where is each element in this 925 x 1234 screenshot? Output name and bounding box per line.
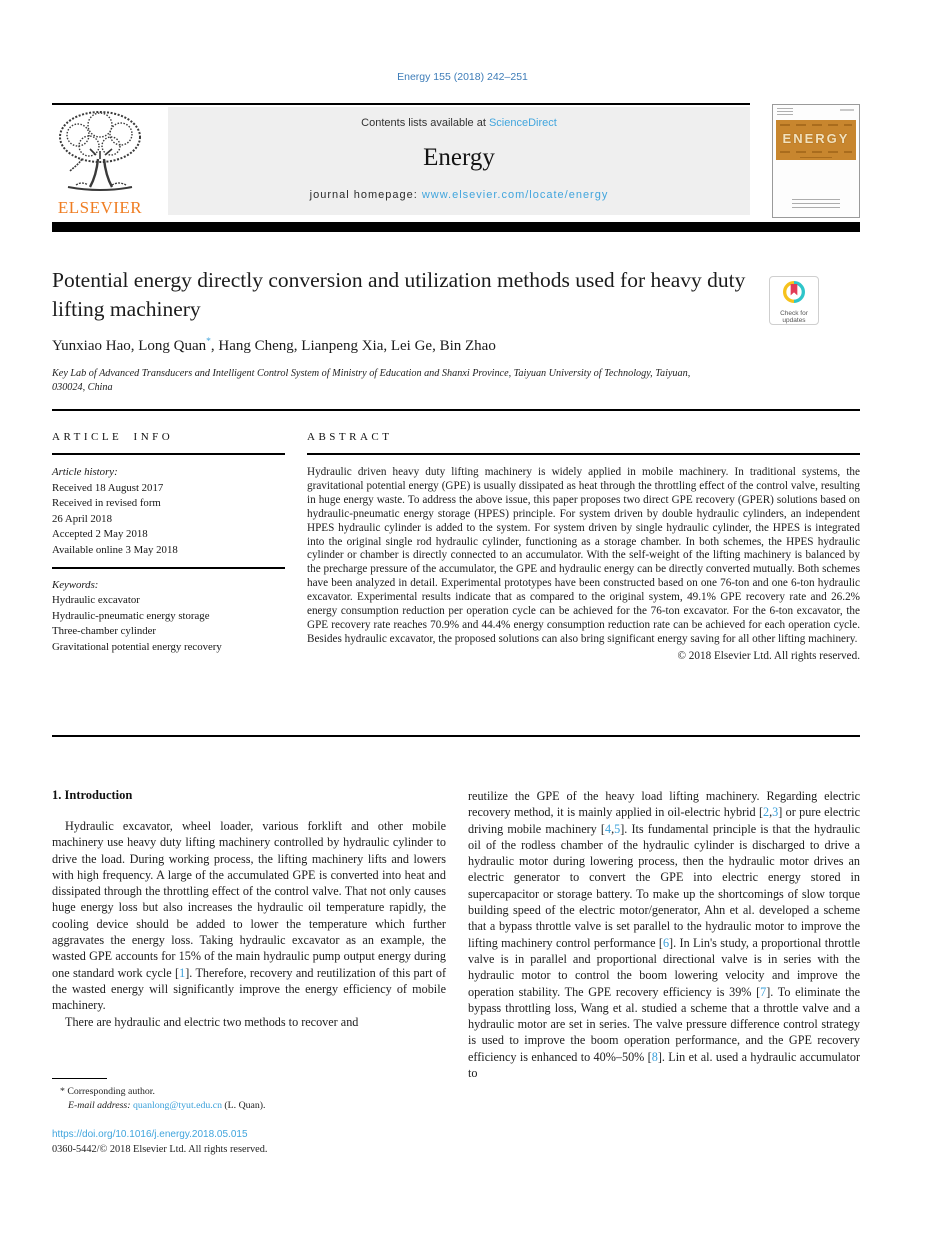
header-black-bar — [52, 222, 860, 232]
intro-paragraph: reutilize the GPE of the heavy load lifting machinery. Regarding electric recovery method, it is mainly applied in oil-electric hybrid [2,3] or pure electric driving mobile machinery [4,5]. Its fundamental principle is that the hydraulic oil of the rodless chamber of the hydraulic cylinder is discharged to drive a hydraulic motor during lowering process, then the hydraulic motor drives an electric generator to convert the GPE into electric energy stored in supercapacitor or storage battery. To make up the shortcomings of slow torque building speed of the electric motor/generator, Ahn et al. developed a scheme that a bypass throttle valve is set parallel to the hydraulic motor to improve the lifting machinery control performance [6]. In Lin's study, a proportional throttle valve is in parallel and proportional directional valve is in series with the hydraulic motor to control the boom lowering velocity and improve the operation stability. The GPE recovery efficiency is 39% [7]. To eliminate the bypass throttling loss, Wang et al. studied a scheme that a throttle valve and a hydraulic motor are set in series. The valve pressure difference control strategy is used to improve the boom operation performance, and the GPE recovery efficiency is enhanced to 40%–50% [8]. Lin et al. used a hydraulic accumulator to — [468, 789, 861, 1081]
history-line: Available online 3 May 2018 — [52, 543, 178, 556]
history-line: Received in revised form — [52, 497, 161, 509]
cover-editors-row-decoration — [780, 124, 852, 126]
citation-link[interactable]: 2 — [763, 805, 770, 820]
divider-rule — [52, 735, 860, 737]
abstract-heading: ABSTRACT — [307, 431, 393, 443]
intro-paragraph: There are hydraulic and electric two methods to recover and — [65, 1014, 359, 1029]
keywords-label: Keywords: — [52, 578, 99, 591]
header-top-rule — [52, 103, 750, 105]
citation-link[interactable]: 6 — [662, 935, 670, 950]
keywords-rule — [52, 567, 285, 569]
doi-link[interactable]: https://doi.org/10.1016/j.energy.2018.05.015 — [52, 1129, 248, 1140]
journal-header-box — [168, 107, 750, 215]
citation-link[interactable]: 4 — [604, 821, 612, 836]
elsevier-tree-icon — [52, 182, 148, 199]
footnote-block — [52, 1078, 472, 1112]
copyright-notice: © 2018 Elsevier Ltd. All rights reserved. — [677, 649, 860, 662]
sciencedirect-brandmark-decoration — [792, 199, 840, 209]
cover-banner — [776, 120, 856, 160]
homepage-line: journal homepage: www.elsevier.com/locate/energy — [309, 189, 609, 201]
cover-subtitle-decoration — [800, 157, 832, 159]
abstract-rule — [307, 453, 860, 455]
cover-journal-title: ENERGY — [782, 131, 850, 146]
contents-line: Contents lists available at ScienceDirect — [361, 117, 557, 129]
corresponding-author-asterisk[interactable]: * — [206, 337, 211, 347]
article-history-label: Article history: — [52, 466, 118, 478]
history-line: 26 April 2018 — [52, 512, 112, 525]
cover-volume-text-decoration — [777, 108, 793, 117]
elsevier-logo[interactable] — [50, 107, 150, 217]
doi-line — [52, 1129, 248, 1140]
citation-link[interactable]: 7 — [760, 984, 767, 999]
check-for-updates-label: Check for updates — [780, 310, 808, 324]
journal-homepage-link[interactable]: www.elsevier.com/locate/energy — [421, 189, 609, 201]
journal-citation-header: Energy 155 (2018) 242–251 — [397, 71, 528, 83]
citation-link[interactable]: 1 — [179, 965, 186, 980]
article-info-heading: ARTICLE INFO — [52, 431, 174, 443]
section-heading-introduction: 1. Introduction — [52, 788, 133, 802]
article-title: Potential energy directly conversion and utilization methods used for heavy duty lifting machinery — [52, 268, 746, 321]
journal-cover-thumbnail[interactable] — [772, 104, 860, 218]
crossmark-icon — [782, 291, 806, 308]
issn-copyright-line: 0360-5442/© 2018 Elsevier Ltd. All rights reserved. — [52, 1144, 268, 1155]
cover-issn-text-decoration — [840, 109, 854, 111]
email-link[interactable]: quanlong@tyut.edu.cn — [132, 1099, 222, 1111]
elsevier-wordmark: ELSEVIER — [57, 198, 143, 217]
keyword: Hydraulic excavator — [52, 594, 140, 606]
citation-link[interactable]: 3 — [772, 805, 779, 820]
author-list: Yunxiao Hao, Long Quan*, Hang Cheng, Lianpeng Xia, Lei Ge, Bin Zhao — [52, 337, 496, 354]
body-column-right — [468, 788, 860, 1081]
keyword: Three-chamber cylinder — [52, 625, 157, 637]
affiliation-line: 030024, China — [52, 381, 113, 393]
history-line: Received 18 August 2017 — [52, 481, 164, 494]
cover-editors-row2-decoration — [780, 151, 852, 153]
citation-link[interactable]: 5 — [614, 821, 621, 836]
affiliation — [52, 367, 864, 394]
article-info-rule — [52, 453, 285, 455]
abstract-text: Hydraulic driven heavy duty lifting machinery is widely applied in mobile machinery. In traditional systems, the gravitational potential energy (GPE) is usually dissipated as heat through the throttling effect of the control valve, resulting in huge energy waste. To address the above issue, this paper proposes two direct GPE recovery (GPER) solutions based on hydraulic-pneumatic energy storage (HPES) principle. For system driven by double hydraulic cylinders, an independent HPES hydraulic cylinder is added to the system. For system driven by single hydraulic cylinder, the HPES is integrated into the original single rod hydraulic cylinder, functioning as a storage chamber. In both schemes, the HPES hydraulic cylinder or chamber is directly connected to an accumulator. With the self-weight of the lifting machinery is balanced by the precharge pressure of the accumulator, the GPE and hydraulic energy can be directly converted mutually. Both schemes have been analyzed in detail. Experimental prototypes have been constructed based on one 76-ton and one 6-ton hydraulic excavator. Experimental results indicate that as compared to the original system, 49.1% GPE recovery rate and 26.2% energy consumption reduction per operation cycle can be achieved for the 76-ton excavator. For the 6-ton excavator, the GPE recovery rate reaches 70.9% and 44.4% energy consumption reduction rate can be achieved for each operation cycle. Besides hydraulic excavator, the proposed solutions can also bring significant energy saving for all other lifting machinery. — [307, 466, 860, 645]
citation-link[interactable]: 8 — [651, 1049, 658, 1064]
intro-paragraph: Hydraulic excavator, wheel loader, various forklift and other mobile machinery use heavy duty lifting machinery controlled by hydraulic cylinder to drive the load. During working process, the lifting machinery lifts and lowers with high frequency. A large of the accumulated GPE is converted into heat and dissipated through the throttling effect of the control valve. That not only causes huge energy loss but also increases the hydraulic oil temperature rapidly, the cooling device should be added to lower the temperature which further aggravates the energy loss. Taking hydraulic excavator as an example, the wasted GPE accounts for 15% of the main hydraulic pump output energy during one standard work cycle [1]. Therefore, recovery and reutilization of this part of the wasted energy will significantly improve the energy efficiency of mobile machinery. — [52, 819, 446, 1013]
body-column-left — [52, 788, 446, 1030]
keyword: Gravitational potential energy recovery — [52, 640, 222, 653]
article-info-column — [52, 431, 285, 655]
history-line: Accepted 2 May 2018 — [52, 528, 148, 540]
affiliation-line: Key Lab of Advanced Transducers and Intelligent Control System of Ministry of Education and Shanxi Province, Taiyuan University of Technology, Taiyuan, — [52, 368, 691, 379]
corresponding-author-note: * Corresponding author. — [60, 1086, 155, 1097]
keyword: Hydraulic-pneumatic energy storage — [52, 609, 210, 622]
footnote-rule — [52, 1078, 107, 1079]
sciencedirect-link[interactable]: ScienceDirect — [488, 117, 557, 129]
check-for-updates-badge[interactable] — [769, 276, 819, 325]
email-line: E-mail address: quanlong@tyut.edu.cn (L. Quan). — [68, 1099, 266, 1111]
divider-rule — [52, 409, 860, 411]
abstract-column — [307, 431, 860, 662]
journal-title: Energy — [423, 144, 495, 171]
